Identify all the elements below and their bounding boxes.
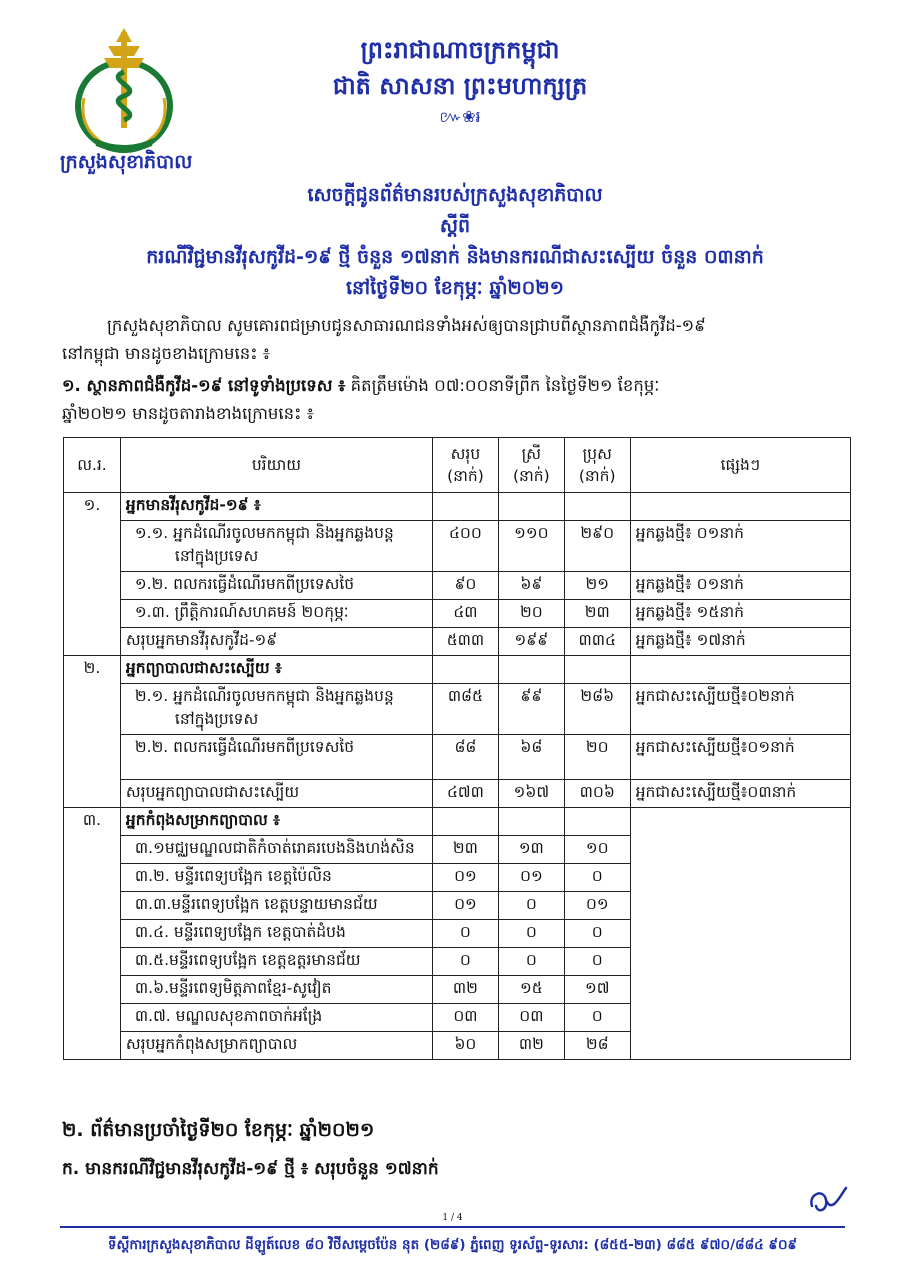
group-3-number: ៣. [64,808,121,1060]
summary-female: ៣២ [498,1032,564,1060]
header-female: ស្រី (នាក់) [498,438,564,493]
header-total: សរុប (នាក់) [432,438,498,493]
row-other: អ្នកឆ្លងថ្មី៖ ១៥នាក់ [630,600,850,628]
row-male: ០ [564,948,630,976]
row-desc: ១.២. ពលករធ្វើដំណើរមកពីប្រទេសថៃ [120,572,432,600]
summary-row [64,628,851,656]
row-other: អ្នកឆ្លងថ្មី៖ ០១នាក់ [630,572,850,600]
group-2-title: អ្នកព្យាបាលជាសះស្បើយ ៖ [120,656,432,684]
summary-other: អ្នកឆ្លងថ្មី៖ ១៧នាក់ [630,628,850,656]
intro-line-1: ក្រសួងសុខាភិបាល សូមគោរពជម្រាបជូនសាធារណជនទាំងអស់ឲ្យបានជ្រាបពីស្ថានភាពជំងឺកូវីដ-១៩ [107,316,706,335]
summary-total: ៥៣៣ [432,628,498,656]
row-desc: ២.១. អ្នកដំណើរចូលមកកម្ពុជា និងអ្នកឆ្លងបន្ត នៅក្នុងប្រទេស [120,684,432,735]
row-female: ០ [498,892,564,920]
row-desc: ១.៣. ព្រឹត្តិការណ៍សហគមន៍ ២០កុម្ភៈ [120,600,432,628]
summary-desc: សរុបអ្នកព្យាបាលជាសះស្បើយ [120,780,432,808]
section-1 [62,372,862,428]
row-male: ០ [564,1004,630,1032]
row-desc: ៣.៧. មណ្ឌលសុខភាពចាក់អង្រែ [120,1004,432,1032]
section-1-heading: ១. ស្ថានភាពជំងឺកូវីដ-១៩ នៅទូទាំងប្រទេស ៖ [62,376,346,395]
row-female: ០១ [498,864,564,892]
kingdom-line-2: ជាតិ សាសនា ព្រះមហាក្សត្រ [332,72,588,100]
table-row [64,808,851,836]
row-female: ១៣ [498,836,564,864]
row-total: ៤៣ [432,600,498,628]
row-female: ៦៨ [498,735,564,780]
footer-divider [60,1226,845,1228]
table-row [64,656,851,684]
row-desc: ៣.៤. មន្ទីរពេទ្យបង្អែក ខេត្តបាត់ដំបង [120,920,432,948]
row-male: ២១ [564,572,630,600]
group-3-title: អ្នកកំពុងសម្រាកព្យាបាល ៖ [120,808,432,836]
row-female: ១១០ [498,521,564,572]
summary-total: ៦០ [432,1032,498,1060]
table-row [64,684,851,735]
summary-desc: សរុបអ្នកកំពុងសម្រាកព្យាបាល [120,1032,432,1060]
group-2-number: ២. [64,656,121,808]
row-female: ១៥ [498,976,564,1004]
row-male: ១៧ [564,976,630,1004]
footer-address: ទីស្តីការក្រសួងសុខាភិបាល ដីឡូត៍លេខ ៨០ វិថីសម្តេចប៉ែន នុត (២៨៩) ភ្នំពេញ ទូរស័ព្ទ-ទូរសារ: (៨៥៥-២៣) ៨៨៥ ៩៧០/៨៨៤ ៩០៩ [107,1237,798,1253]
row-male: ០១ [564,892,630,920]
title-line-2: ស្តីពី [439,215,471,237]
ministry-logo-emblem [64,28,184,154]
summary-female: ១៦៧ [498,780,564,808]
row-male: ២០ [564,735,630,780]
row-female: ០ [498,948,564,976]
title-line-3: ករណីវិជ្ជមានវីរុសកូវីដ-១៩ ថ្មី ចំនួន ១៧នាក់ និងមានករណីជាសះស្បើយ ចំនួន ០៣នាក់ [146,246,764,268]
header-other: ផ្សេងៗ [630,438,850,493]
ministry-label: ក្រសួងសុខាភិបាល [60,151,193,173]
table-row [64,600,851,628]
row-male: ០ [564,920,630,948]
row-male: ០ [564,864,630,892]
row-other: អ្នកជាសះស្បើយថ្មី៖០១នាក់ [630,735,850,780]
row-female: ៦៩ [498,572,564,600]
summary-total: ៤៧៣ [432,780,498,808]
summary-male: ៣០៦ [564,780,630,808]
summary-male: ២៨ [564,1032,630,1060]
section-2-heading: ២. ព័ត៌មានប្រចាំថ្ងៃទី២០ ខែកុម្ភៈ ឆ្នាំ២០២១ [62,1119,375,1141]
document-title [40,180,870,304]
row-male: ២៨៦ [564,684,630,735]
row-total: ៣២ [432,976,498,1004]
title-line-1: សេចក្តីជូនព័ត៌មានរបស់ក្រសួងសុខាភិបាល [307,184,603,206]
kingdom-line-1: ព្រះរាជាណាចក្រកម្ពុជា [360,36,560,64]
row-total: ២៣ [432,836,498,864]
summary-row [64,780,851,808]
row-desc: ៣.៦.មន្ទីរពេទ្យមិត្តភាពខ្មែរ-សូវៀត [120,976,432,1004]
row-total: ៩០ [432,572,498,600]
row-total: ៨៨ [432,735,498,780]
row-total: ០ [432,920,498,948]
row-female: ០ [498,920,564,948]
kingdom-motto [280,32,640,104]
section-2-sub-k: ក. មានករណីវិជ្ជមានវីរុសកូវីដ-១៩ ថ្មី ៖ សរុបចំនួន ១៧នាក់ [62,1159,439,1179]
table-row [64,521,851,572]
summary-female: ១៩៩ [498,628,564,656]
row-desc: ១.១. អ្នកដំណើរចូលមកកម្ពុជា និងអ្នកឆ្លងបន្ត នៅក្នុងប្រទេស [120,521,432,572]
summary-male: ៣៣៤ [564,628,630,656]
row-desc: ២.២. ពលករធ្វើដំណើរមកពីប្រទេសថៃ [120,735,432,780]
header-no: ល.រ. [64,438,121,493]
row-desc: ៣.១មជ្ឈមណ្ឌលជាតិកំចាត់រោគរបេងនិងហង់សិន [120,836,432,864]
table-row [64,735,851,780]
intro-line-2: នៅកម្ពុជា មានដូចខាងក្រោមនេះ ៖ [62,344,270,363]
summary-other: អ្នកជាសះស្បើយថ្មី៖០៣នាក់ [630,780,850,808]
row-total: ០១ [432,864,498,892]
ornament-divider: ៚❀៛ [439,107,481,126]
row-desc: ៣.៥.មន្ទីរពេទ្យបង្អែក ខេត្តឧត្តរមានជ័យ [120,948,432,976]
row-female: ២០ [498,600,564,628]
row-total: ៣៨៥ [432,684,498,735]
row-total: ០១ [432,892,498,920]
row-male: ១០ [564,836,630,864]
group-1-number: ១. [64,493,121,656]
covid-status-table [63,437,851,1060]
section-1-text-1: គិតត្រឹមម៉ោង ០៧:០០នាទីព្រឹក នៃថ្ងៃទី២១ ខែកុម្ភៈ [345,376,660,395]
row-female: ៩៩ [498,684,564,735]
table-row [64,493,851,521]
row-male: ២៩០ [564,521,630,572]
row-total: ០ [432,948,498,976]
table-header-row [64,438,851,493]
intro-paragraph [62,312,862,368]
row-female: ០៣ [498,1004,564,1032]
header-description: បរិយាយ [120,438,432,493]
row-total: ៤០០ [432,521,498,572]
table-row [64,572,851,600]
section-1-text-2: ឆ្នាំ២០២១ មានដូចតារាងខាងក្រោមនេះ ៖ [62,404,314,423]
page-number: 1 / 4 [442,1213,463,1223]
header-male: ប្រុស (នាក់) [564,438,630,493]
group-1-title: អ្នកមានវីរុសកូវីដ-១៩ ៖ [120,493,432,521]
row-male: ២៣ [564,600,630,628]
summary-desc: សរុបអ្នកមានវីរុសកូវីដ-១៩ [120,628,432,656]
row-desc: ៣.២. មន្ទីរពេទ្យបង្អែក ខេត្តប៉ៃលិន [120,864,432,892]
row-other: អ្នកឆ្លងថ្មី៖ ០១នាក់ [630,521,850,572]
title-line-4: នៅថ្ងៃទី២០ ខែកុម្ភៈ ឆ្នាំ២០២១ [345,277,565,299]
row-desc: ៣.៣.មន្ទីរពេទ្យបង្អែក ខេត្តបន្ទាយមានជ័យ [120,892,432,920]
row-other: អ្នកជាសះស្បើយថ្មី៖០២នាក់ [630,684,850,735]
row-total: ០៣ [432,1004,498,1032]
